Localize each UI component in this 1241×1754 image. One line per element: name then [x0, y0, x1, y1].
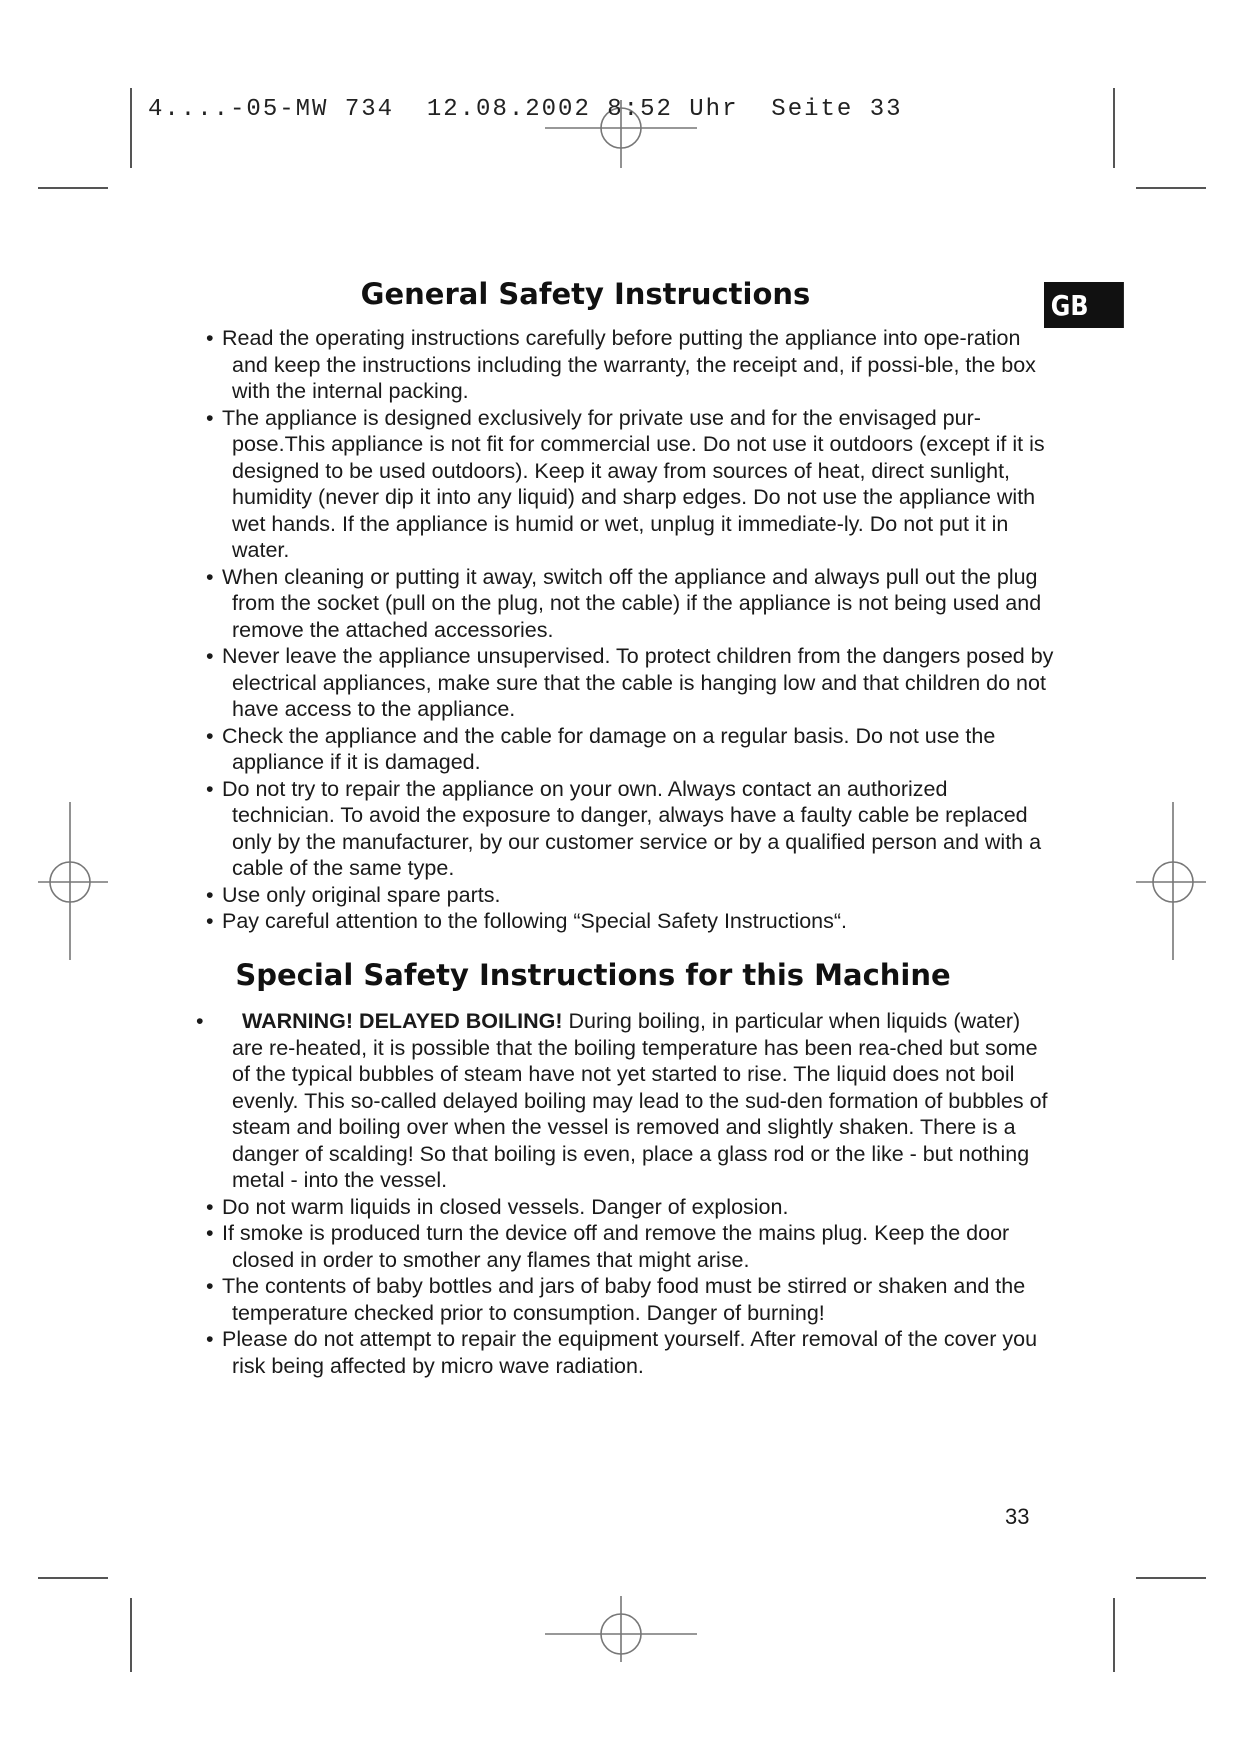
special-safety-list [196, 1008, 1056, 1379]
registration-mark-bottom [545, 1596, 697, 1662]
list-item: • The appliance is designed exclusively for private use and for the envisaged pur-pose.This appliance is not fit for commercial use. Do not use it outdoors (except if it is designed to be used outdoors). Keep it away from sources of heat, direct sunlight, humidity (never dip it into any liquid) and sharp edges. Do not use the appliance with wet hands. If the appliance is humid or wet, unplug it immediate-ly. Do not put it in water. [196, 405, 1056, 564]
list-item: • Pay careful attention to the following “Special Safety Instructions“. [196, 908, 1056, 935]
registration-mark-left [38, 802, 108, 960]
special-safety-title: Special Safety Instructions for this Machine [235, 958, 951, 992]
list-item: • When cleaning or putting it away, switch off the appliance and always pull out the plug from the socket (pull on the plug, not the cable) if the appliance is not being used and remove the attached accessories. [196, 564, 1056, 644]
list-item: • Check the appliance and the cable for damage on a regular basis. Do not use the appliance if it is damaged. [196, 723, 1056, 776]
list-item: • Use only original spare parts. [196, 882, 1056, 909]
warning-label: WARNING! DELAYED BOILING! [242, 1009, 563, 1033]
page-number: 33 [1005, 1504, 1030, 1529]
list-item: • Please do not attempt to repair the equipment yourself. After removal of the cover you risk being affected by micro wave radiation. [196, 1326, 1056, 1379]
warning-text: During boiling, in particular when liquids (water) are re-heated, it is possible that the boiling temperature has been rea-ched but some of the typical bubbles of steam have not yet started to rise. The liquid does not boil evenly. This so-called delayed boiling may lead to the sud-den formation of bubbles of steam and boiling over when the vessel is removed and slightly shaken. There is a danger of scalding! So that boiling is even, place a glass rod or the like - but nothing metal - into the vessel. [232, 1009, 1048, 1192]
list-item: • Do not try to repair the appliance on your own. Always contact an authorized technician. To avoid the exposure to danger, always have a faulty cable be replaced only by the manufacturer, by our customer service or by a qualified person and with a cable of the same type. [196, 776, 1056, 882]
language-tab: GB [1044, 282, 1124, 328]
registration-mark-right [1136, 802, 1206, 960]
warning-list-item [196, 1008, 1056, 1194]
list-item: • If smoke is produced turn the device off and remove the mains plug. Keep the door closed in order to smother any flames that might arise. [196, 1220, 1056, 1273]
list-item: • Never leave the appliance unsupervised. To protect children from the dangers posed by electrical appliances, make sure that the cable is hanging low and that children do not have access to the appliance. [196, 643, 1056, 723]
list-item: • Read the operating instructions carefully before putting the appliance into ope-ration and keep the instructions including the warranty, the receipt and, if possi-ble, the box with the internal packing. [196, 325, 1056, 405]
print-header: 4....-05-MW 734 12.08.2002 8:52 Uhr Seite 33 [148, 96, 903, 123]
general-safety-list [196, 325, 1056, 935]
list-item: • The contents of baby bottles and jars of baby food must be stirred or shaken and the temperature checked prior to consumption. Danger of burning! [196, 1273, 1056, 1326]
list-item: • Do not warm liquids in closed vessels. Danger of explosion. [196, 1194, 1056, 1221]
general-safety-title: General Safety Instructions [360, 277, 811, 311]
